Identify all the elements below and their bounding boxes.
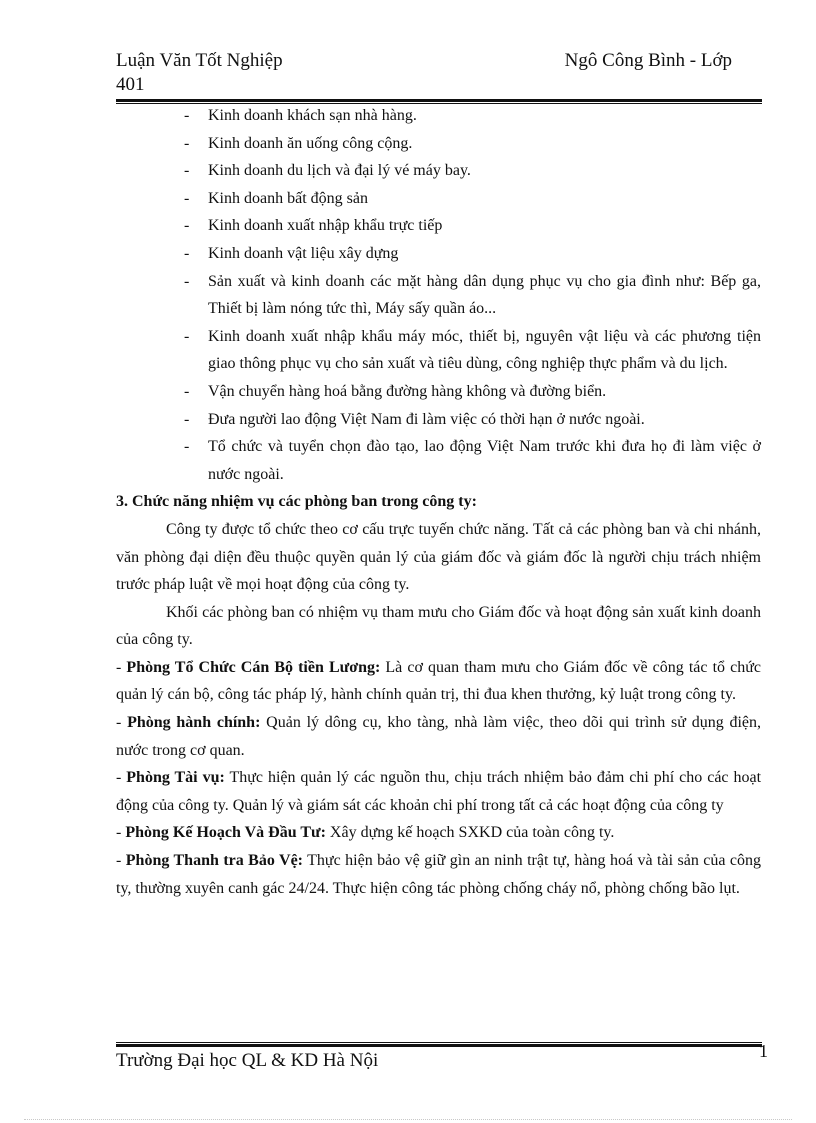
department-paragraph: - Phòng Kế Hoạch Và Đầu Tư: Xây dựng kế hoạch SXKD của toàn công ty. bbox=[116, 824, 615, 842]
class-number: 401 bbox=[116, 74, 145, 95]
list-item: - Đưa người lao động Việt Nam đi làm việc có thời hạn ở nước ngoài. bbox=[184, 410, 645, 428]
list-item: - Vận chuyển hàng hoá bằng đường hàng không và đường biển. bbox=[184, 382, 607, 400]
list-item: - Kinh doanh xuất nhập khẩu trực tiếp bbox=[184, 217, 443, 235]
list-item: - Kinh doanh bất động sản bbox=[184, 189, 368, 207]
department-name: Phòng Tổ Chức Cán Bộ tiền Lương: bbox=[126, 658, 381, 676]
list-item: - Kinh doanh vật liệu xây dựng bbox=[184, 244, 399, 262]
paragraph: Công ty được tổ chức theo cơ cấu trực tuyến chức năng. Tất cả các phòng ban và chi nhánh, văn phòng đại diện đều thuộc quyền quản lý của giám đốc và giám đốc là người chịu trách nhiệm trước pháp luật về mọi hoạt động của công ty. bbox=[116, 520, 761, 594]
department-paragraph: - Phòng Thanh tra Bảo Vệ: Thực hiện bảo vệ giữ gìn an ninh trật tự, hàng hoá và tài sản của công ty, thường xuyên canh gác 24/24. Thực hiện công tác phòng chống cháy nổ, phòng chống bão lụt. bbox=[116, 852, 762, 897]
list-item: - Tổ chức và tuyển chọn đào tạo, lao động Việt Nam trước khi đưa họ đi làm việc ở nước ngoài. bbox=[184, 438, 761, 483]
list-item: - Kinh doanh du lịch và đại lý vé máy bay. bbox=[184, 162, 471, 180]
body-content bbox=[116, 102, 761, 902]
department-name: Phòng Kế Hoạch Và Đầu Tư: bbox=[125, 824, 326, 842]
paragraph: Khối các phòng ban có nhiệm vụ tham mưu cho Giám đốc và hoạt động sản xuất kinh doanh của công ty. bbox=[116, 603, 761, 649]
department-name: Phòng hành chính: bbox=[127, 714, 261, 732]
department-name: Phòng Tài vụ: bbox=[126, 769, 225, 787]
section-heading: 3. Chức năng nhiệm vụ các phòng ban trong công ty: bbox=[116, 493, 477, 511]
footer-rule-thick bbox=[116, 1044, 762, 1047]
thesis-title: Luận Văn Tốt Nghiệp bbox=[116, 50, 283, 71]
school-name: Trường Đại học QL & KD Hà Nội bbox=[116, 1050, 379, 1071]
department-name: Phòng Thanh tra Bảo Vệ: bbox=[125, 852, 303, 870]
list-item: - Kinh doanh xuất nhập khẩu máy móc, thiết bị, nguyên vật liệu và các phương tiện giao thông phục vụ cho sản xuất và tiêu dùng, công nghiệp thực phẩm và du lịch. bbox=[184, 327, 761, 373]
list-item: - Sản xuất và kinh doanh các mặt hàng dân dụng phục vụ cho gia đình như: Bếp ga, Thiết bị làm nóng tức thì, Máy sấy quần áo... bbox=[184, 272, 761, 318]
page-header bbox=[116, 49, 762, 97]
list-item: - Kinh doanh khách sạn nhà hàng. bbox=[184, 107, 417, 124]
department-paragraph: - Phòng Tổ Chức Cán Bộ tiền Lương: Là cơ quan tham mưu cho Giám đốc về công tác tổ chức quản lý cán bộ, công tác pháp lý, hành chính quản trị, thi đua khen thưởng, kỷ luật trong công ty. bbox=[116, 658, 761, 704]
page-edge-dotted bbox=[24, 1119, 792, 1120]
business-list bbox=[116, 102, 761, 488]
author-name: Ngô Công Bình - Lớp bbox=[564, 50, 732, 71]
page-number: 1 bbox=[759, 1041, 768, 1061]
list-item: - Kinh doanh ăn uống công cộng. bbox=[184, 134, 413, 152]
department-paragraph: - Phòng Tài vụ: Thực hiện quản lý các nguồn thu, chịu trách nhiệm bảo đảm chi phí cho các hoạt động của công ty. Quản lý và giám sát các khoản chi phí trong tất cả các hoạt động của công ty bbox=[116, 769, 762, 814]
department-paragraph: - Phòng hành chính: Quản lý dông cụ, kho tàng, nhà làm việc, theo dõi qui trình sử dụng điện, nước trong cơ quan. bbox=[116, 714, 762, 759]
footer-rule-thin bbox=[116, 1042, 762, 1043]
